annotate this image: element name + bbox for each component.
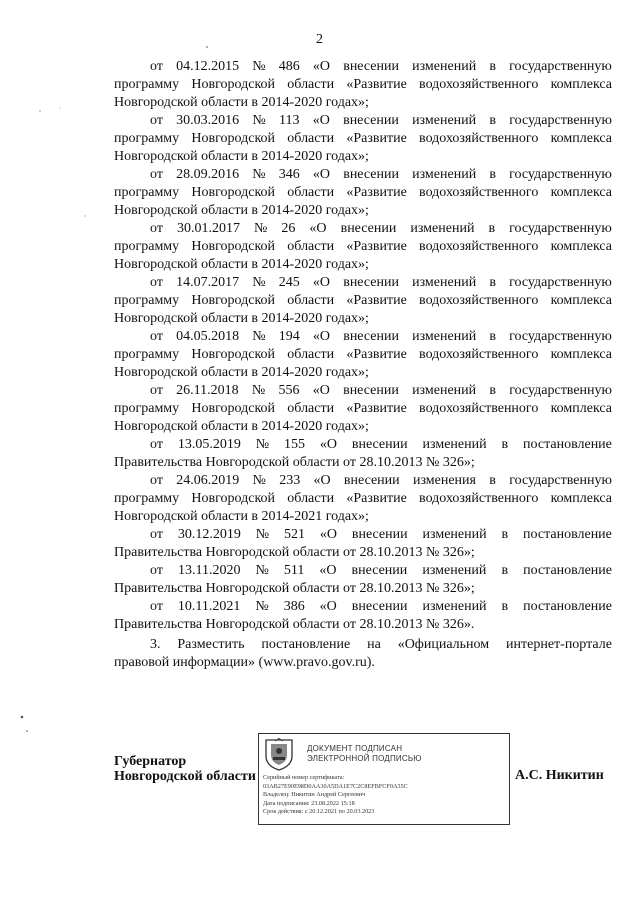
word: государственную bbox=[509, 383, 612, 398]
word: «О bbox=[313, 473, 331, 488]
stamp-title-line-2: ЭЛЕКТРОННОЙ ПОДПИСЬЮ bbox=[307, 754, 422, 763]
amendment-line: Новгородской области в 2014-2020 годах»; bbox=[114, 311, 369, 326]
word: государственную bbox=[509, 329, 612, 344]
word: «Официальном bbox=[397, 637, 490, 652]
word: «О bbox=[319, 527, 337, 542]
document-body bbox=[114, 58, 612, 672]
word: изменения bbox=[412, 473, 476, 488]
word: № bbox=[252, 59, 266, 74]
word: в bbox=[501, 527, 509, 542]
amendment-line: Новгородской области в 2014-2020 годах»; bbox=[114, 149, 369, 164]
word: «О bbox=[319, 599, 337, 614]
coat-of-arms-icon bbox=[264, 738, 294, 772]
word: в bbox=[489, 329, 496, 344]
amendment-first-line bbox=[114, 562, 612, 580]
amendment-first-line bbox=[114, 436, 612, 454]
word: интернет-портале bbox=[506, 637, 612, 652]
amendment-first-line bbox=[114, 166, 612, 184]
word: постановление bbox=[523, 437, 612, 452]
word: постановление bbox=[261, 637, 351, 652]
word: № bbox=[255, 563, 269, 578]
word: от bbox=[150, 167, 163, 182]
word: № bbox=[251, 383, 266, 398]
amendment-first-line bbox=[114, 472, 612, 490]
amendment-line: программу Новгородской области «Развитие водохозяйственного комплекса bbox=[114, 185, 612, 200]
word: 511 bbox=[283, 563, 305, 578]
amendment-line: программу Новгородской области «Развитие водохозяйственного комплекса bbox=[114, 239, 612, 254]
amendment-item bbox=[114, 562, 612, 598]
word: 26.11.2018 bbox=[176, 383, 239, 398]
amendment-item bbox=[114, 274, 612, 328]
word: внесении bbox=[343, 59, 399, 74]
amendment-item bbox=[114, 598, 612, 634]
word: в bbox=[489, 113, 497, 128]
amendment-item bbox=[114, 472, 612, 526]
word: «О bbox=[312, 383, 330, 398]
word: внесении bbox=[343, 329, 399, 344]
final-paragraph-rest: правовой информации» (www.pravo.gov.ru). bbox=[114, 655, 375, 670]
amendment-line: Новгородской области в 2014-2020 годах»; bbox=[114, 95, 369, 110]
word: в bbox=[489, 383, 497, 398]
word: 26 bbox=[281, 221, 296, 236]
word: на bbox=[367, 637, 381, 652]
amendment-first-line bbox=[114, 220, 612, 238]
word: от bbox=[150, 113, 163, 128]
position-line-2: Новгородской области bbox=[114, 769, 256, 784]
word: 233 bbox=[279, 473, 301, 488]
amendment-line: программу Новгородской области «Развитие водохозяйственного комплекса bbox=[114, 401, 612, 416]
word: 386 bbox=[283, 599, 305, 614]
stamp-details bbox=[263, 774, 507, 817]
amendment-item bbox=[114, 166, 612, 220]
amendment-item bbox=[114, 58, 612, 112]
amendment-item bbox=[114, 382, 612, 436]
word: «О bbox=[312, 113, 330, 128]
word: от bbox=[150, 275, 163, 290]
amendment-first-line bbox=[114, 526, 612, 544]
word: в bbox=[501, 563, 509, 578]
word: «О bbox=[309, 221, 327, 236]
amendment-first-line bbox=[114, 328, 612, 346]
word: № bbox=[252, 473, 266, 488]
word: 10.11.2021 bbox=[177, 599, 241, 614]
word: изменений bbox=[412, 383, 477, 398]
amendment-line: программу Новгородской области «Развитие водохозяйственного комплекса bbox=[114, 491, 612, 506]
word: государственную bbox=[509, 221, 612, 236]
word: 13.11.2020 bbox=[177, 563, 241, 578]
amendment-item bbox=[114, 328, 612, 382]
amendment-line: Новгородской области в 2014-2020 годах»; bbox=[114, 419, 369, 434]
word: изменений bbox=[412, 113, 477, 128]
word: государственную bbox=[509, 167, 612, 182]
word: № bbox=[255, 599, 269, 614]
word: 346 bbox=[278, 167, 300, 182]
word: 556 bbox=[278, 383, 300, 398]
word: от bbox=[150, 329, 163, 344]
word: в bbox=[489, 275, 496, 290]
word: № bbox=[255, 437, 270, 452]
word: № bbox=[255, 527, 270, 542]
word: 04.12.2015 bbox=[176, 59, 240, 74]
word: от bbox=[150, 383, 163, 398]
word: № bbox=[252, 167, 266, 182]
stamp-owner: Владелец: Никитин Андрей Сергеевич bbox=[263, 791, 366, 799]
word: № bbox=[252, 329, 266, 344]
word: изменений bbox=[422, 599, 487, 614]
electronic-signature-stamp bbox=[258, 733, 510, 825]
amendment-line: программу Новгородской области «Развитие водохозяйственного комплекса bbox=[114, 347, 612, 362]
signatory-name: А.С. Никитин bbox=[515, 768, 604, 783]
word: внесении bbox=[351, 563, 408, 578]
word: № bbox=[252, 113, 266, 128]
word: изменений bbox=[412, 329, 477, 344]
amendment-item bbox=[114, 220, 612, 274]
stamp-title-line-1: ДОКУМЕНТ ПОДПИСАН bbox=[307, 744, 403, 753]
amendment-line: Новгородской области в 2014-2020 годах»; bbox=[114, 257, 369, 272]
word: изменений bbox=[422, 437, 487, 452]
word: внесении bbox=[343, 275, 399, 290]
word: от bbox=[150, 437, 163, 452]
amendment-item bbox=[114, 526, 612, 562]
amendment-first-line bbox=[114, 112, 612, 130]
amendment-line: Правительства Новгородской области от 28.10.2013 № 326»; bbox=[114, 581, 475, 596]
amendment-line: программу Новгородской области «Развитие водохозяйственного комплекса bbox=[114, 293, 612, 308]
word: от bbox=[150, 599, 163, 614]
word: изменений bbox=[422, 563, 487, 578]
word: 30.12.2019 bbox=[177, 527, 241, 542]
position-line-1: Губернатор bbox=[114, 754, 187, 769]
stamp-validity: Срок действия: с 20.12.2021 по 20.03.2023 bbox=[263, 808, 375, 816]
word: изменений bbox=[410, 221, 475, 236]
page-number: 2 bbox=[316, 32, 323, 47]
word: в bbox=[489, 167, 496, 182]
word: внесении bbox=[351, 599, 408, 614]
final-paragraph-first-line bbox=[114, 636, 612, 654]
word: от bbox=[150, 527, 163, 542]
amendment-first-line bbox=[114, 58, 612, 76]
final-paragraph bbox=[114, 636, 612, 672]
stamp-title bbox=[307, 744, 503, 764]
word: 486 bbox=[278, 59, 300, 74]
amendment-item bbox=[114, 436, 612, 472]
word: «О bbox=[312, 59, 331, 74]
stamp-cert-label: Серийный номер сертификата: bbox=[263, 774, 345, 781]
word: 13.05.2019 bbox=[177, 437, 241, 452]
word: в bbox=[488, 221, 496, 236]
word: изменений bbox=[412, 59, 477, 74]
word: № bbox=[252, 275, 266, 290]
word: изменений bbox=[422, 527, 487, 542]
word: в bbox=[489, 473, 496, 488]
word: внесении bbox=[343, 383, 399, 398]
word: 24.06.2019 bbox=[176, 473, 240, 488]
amendment-line: Правительства Новгородской области от 28.10.2013 № 326»; bbox=[114, 455, 475, 470]
word: «О bbox=[319, 563, 337, 578]
word: в bbox=[501, 599, 509, 614]
word: государственную bbox=[509, 275, 612, 290]
word: изменений bbox=[412, 275, 477, 290]
word: внесении bbox=[343, 473, 400, 488]
word: государственную bbox=[509, 59, 612, 74]
amendment-first-line bbox=[114, 382, 612, 400]
amendment-first-line bbox=[114, 274, 612, 292]
word: постановление bbox=[523, 563, 612, 578]
word: «О bbox=[312, 167, 331, 182]
amendment-line: программу Новгородской области «Развитие водохозяйственного комплекса bbox=[114, 77, 612, 92]
word: «О bbox=[319, 437, 337, 452]
word: изменений bbox=[412, 167, 477, 182]
word: 194 bbox=[278, 329, 300, 344]
word: внесении bbox=[343, 113, 399, 128]
word: постановление bbox=[523, 599, 612, 614]
signatory-position bbox=[114, 754, 256, 784]
word: Разместить bbox=[177, 637, 245, 652]
word: от bbox=[150, 59, 163, 74]
stamp-signed-date: Дата подписания: 23.08.2022 15:18 bbox=[263, 799, 355, 807]
word: 30.03.2016 bbox=[176, 113, 240, 128]
amendment-line: Правительства Новгородской области от 28.10.2013 № 326». bbox=[114, 617, 475, 632]
word: «О bbox=[312, 329, 331, 344]
amendment-item bbox=[114, 112, 612, 166]
amendment-line: Новгородской области в 2014-2020 годах»; bbox=[114, 365, 369, 380]
word: 28.09.2016 bbox=[176, 167, 240, 182]
amendment-line: Новгородской области в 2014-2021 годах»; bbox=[114, 509, 369, 524]
word: 30.01.2017 bbox=[176, 221, 240, 236]
amendment-line: Правительства Новгородской области от 28.10.2013 № 326»; bbox=[114, 545, 475, 560]
amendment-line: Новгородской области в 2014-2020 годах»; bbox=[114, 203, 369, 218]
word: государственную bbox=[509, 113, 612, 128]
word: 04.05.2018 bbox=[176, 329, 240, 344]
word: внесении bbox=[340, 221, 397, 236]
amendment-first-line bbox=[114, 598, 612, 616]
word: в bbox=[489, 59, 496, 74]
word: 521 bbox=[283, 527, 305, 542]
stamp-cert-number: 03AB27E90E98D0AA30A5DA1E7C2C8EFBFCF0A35C bbox=[263, 782, 408, 790]
word: 155 bbox=[283, 437, 305, 452]
word: от bbox=[150, 473, 163, 488]
word: «О bbox=[312, 275, 331, 290]
word: 113 bbox=[279, 113, 300, 128]
word: 3. bbox=[150, 637, 161, 652]
word: в bbox=[501, 437, 509, 452]
word: постановление bbox=[523, 527, 612, 542]
word: от bbox=[150, 563, 163, 578]
word: 245 bbox=[278, 275, 300, 290]
word: внесении bbox=[351, 527, 408, 542]
word: № bbox=[254, 221, 268, 236]
amendment-line: программу Новгородской области «Развитие водохозяйственного комплекса bbox=[114, 131, 612, 146]
word: государственную bbox=[509, 473, 612, 488]
word: 14.07.2017 bbox=[176, 275, 240, 290]
word: внесении bbox=[351, 437, 408, 452]
word: от bbox=[150, 221, 163, 236]
word: внесении bbox=[343, 167, 399, 182]
